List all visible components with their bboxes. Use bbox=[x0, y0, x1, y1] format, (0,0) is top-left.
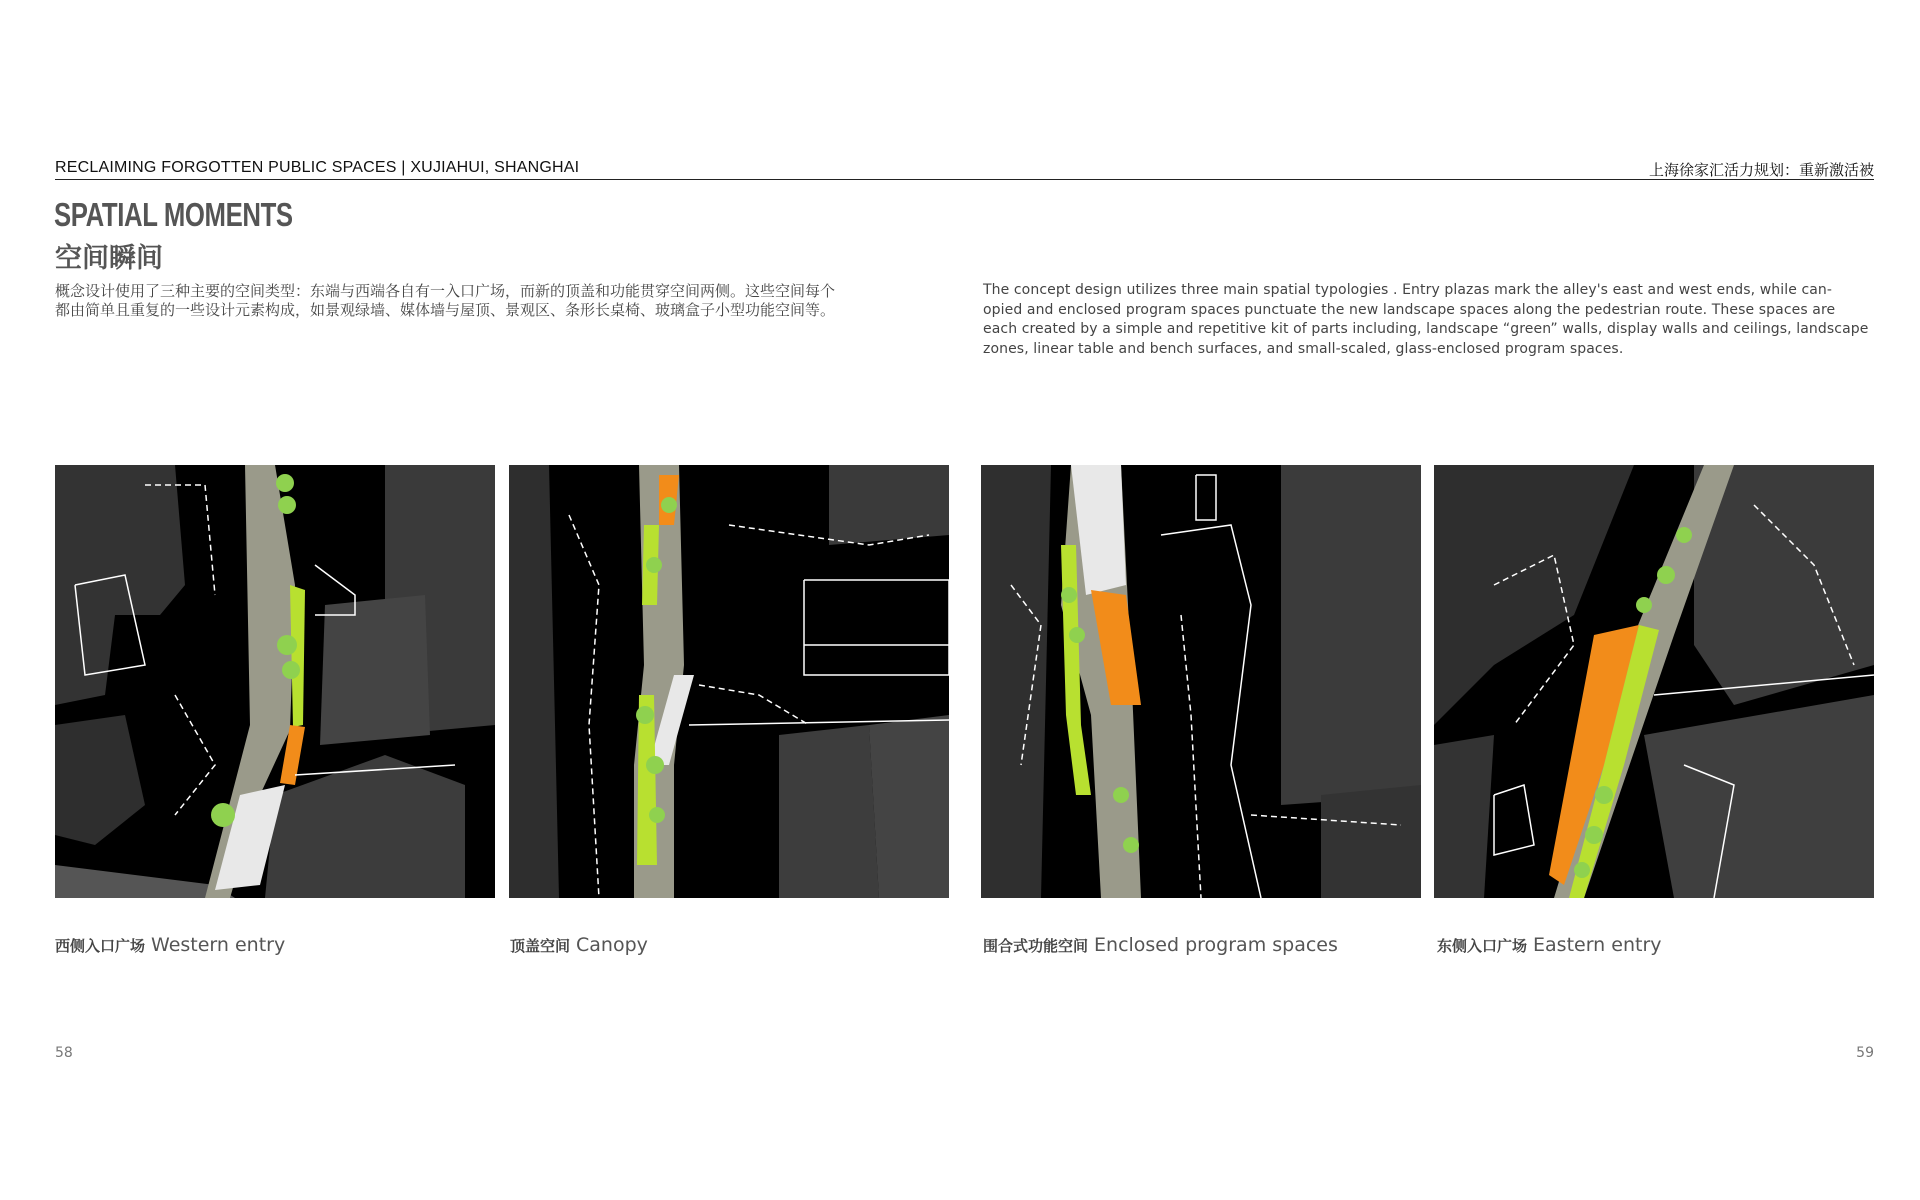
body-en-line: zones, linear table and bench surfaces, and small-scaled, glass-enclosed program spaces. bbox=[983, 340, 1624, 357]
image-eastern-entry bbox=[1434, 465, 1874, 898]
page-title: SPATIAL MOMENTS bbox=[54, 196, 293, 233]
page-number-right: 59 bbox=[1856, 1045, 1874, 1061]
caption-en: Western entry bbox=[151, 934, 286, 956]
header-divider bbox=[55, 179, 1874, 180]
caption-cn: 围合式功能空间 bbox=[983, 937, 1089, 955]
caption-eastern-entry bbox=[1437, 934, 1662, 956]
body-en-line: The concept design utilizes three main spatial typologies . Entry plazas mark the alley's east and west ends, while can- bbox=[983, 282, 1833, 298]
caption-cn: 顶盖空间 bbox=[510, 937, 571, 955]
body-cn-line: 都由简单且重复的一些设计元素构成，如景观绿墙、媒体墙与屋顶、景观区、条形长桌椅、玻璃盒子小型功能空间等。 bbox=[55, 301, 836, 319]
page-number-left: 58 bbox=[55, 1045, 73, 1061]
body-cn-line: 概念设计使用了三种主要的空间类型：东端与西端各自有一入口广场，而新的顶盖和功能贯穿空间两侧。这些空间每个 bbox=[55, 282, 836, 300]
body-text-cn bbox=[55, 282, 925, 320]
header-right: 上海徐家汇活力规划：重新激活被 bbox=[1648, 161, 1874, 179]
caption-en: Enclosed program spaces bbox=[1094, 934, 1338, 956]
body-en-line: opied and enclosed program spaces punctuate the new landscape spaces along the pedestrian route. These spaces are bbox=[983, 301, 1836, 318]
header-left: RECLAIMING FORGOTTEN PUBLIC SPACES | XUJIAHUI, SHANGHAI bbox=[55, 159, 580, 176]
image-enclosed-program-spaces bbox=[981, 465, 1421, 898]
caption-en: Eastern entry bbox=[1533, 934, 1662, 956]
image-western-entry bbox=[55, 465, 495, 898]
caption-cn: 东侧入口广场 bbox=[1437, 937, 1528, 955]
caption-canopy bbox=[510, 934, 648, 956]
caption-cn: 西侧入口广场 bbox=[55, 937, 146, 955]
caption-en: Canopy bbox=[576, 934, 648, 956]
body-text-en bbox=[983, 281, 1871, 359]
image-canopy bbox=[509, 465, 949, 898]
caption-enclosed-program-spaces bbox=[983, 934, 1338, 956]
body-en-line: each created by a simple and repetitive kit of parts including, landscape “green” walls, display walls and ceilings, landscape bbox=[983, 321, 1869, 337]
page-title-cn: 空间瞬间 bbox=[55, 243, 163, 274]
caption-western-entry bbox=[55, 934, 285, 956]
